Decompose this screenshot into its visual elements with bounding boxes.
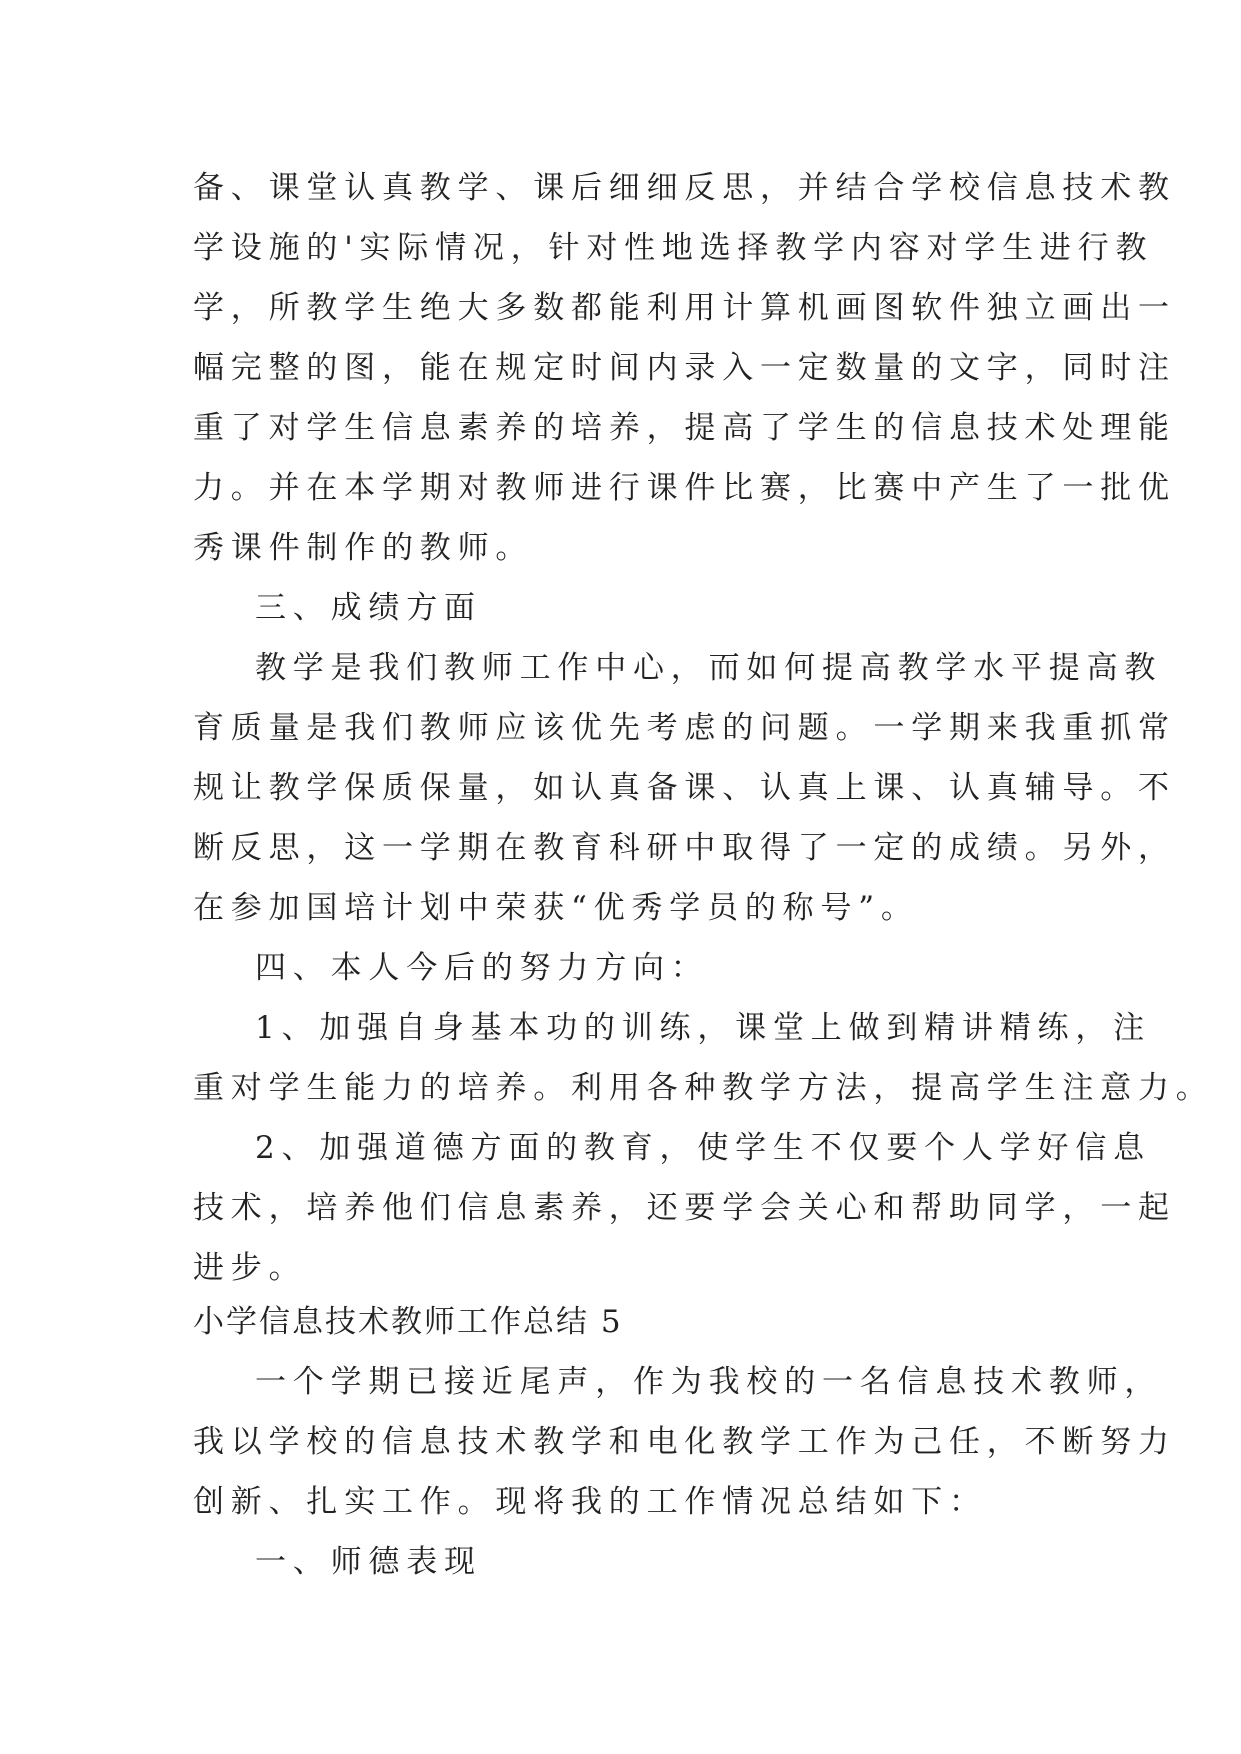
section-heading-future-efforts: 四、本人今后的努力方向： [255, 950, 709, 986]
paragraph-line: 秀课件制作的教师。 [193, 530, 534, 566]
paragraph-line: 我以学校的信息技术教学和电化教学工作为己任，不断努力 [193, 1424, 1176, 1460]
section-heading-ethics: 一、师德表现 [255, 1544, 482, 1580]
paragraph-line: 育质量是我们教师应该优先考虑的问题。一学期来我重抓常 [193, 710, 1176, 746]
paragraph-line: 学，所教学生绝大多数都能利用计算机画图软件独立画出一 [193, 290, 1176, 326]
list-item-line: 重对学生能力的培养。利用各种教学方法，提高学生注意力。 [193, 1070, 1214, 1106]
paragraph-line: 一个学期已接近尾声，作为我校的一名信息技术教师， [255, 1364, 1163, 1400]
paragraph-line: 教学是我们教师工作中心，而如何提高教学水平提高教 [255, 650, 1163, 686]
paragraph-line: 学设施的'实际情况，针对性地选择教学内容对学生进行教 [193, 230, 1154, 266]
paragraph-line: 幅完整的图，能在规定时间内录入一定数量的文字，同时注 [193, 350, 1176, 386]
paragraph-line: 创新、扎实工作。现将我的工作情况总结如下： [193, 1484, 987, 1520]
document-body [193, 158, 1214, 1592]
document-section-title: 小学信息技术教师工作总结 5 [193, 1304, 623, 1340]
list-item-line: 进步。 [193, 1250, 307, 1286]
paragraph-line: 规让教学保质保量，如认真备课、认真上课、认真辅导。不 [193, 770, 1176, 806]
list-item-line: 2、加强道德方面的教育，使学生不仅要个人学好信息 [255, 1130, 1151, 1166]
section-heading-achievements: 三、成绩方面 [255, 590, 482, 626]
paragraph-line: 重了对学生信息素养的培养，提高了学生的信息技术处理能 [193, 410, 1176, 446]
paragraph-line: 在参加国培计划中荣获“优秀学员的称号”。 [193, 890, 919, 926]
paragraph-line: 备、课堂认真教学、课后细细反思，并结合学校信息技术教 [193, 170, 1176, 206]
list-item-line: 技术，培养他们信息素养，还要学会关心和帮助同学，一起 [193, 1190, 1176, 1226]
paragraph-line: 断反思，这一学期在教育科研中取得了一定的成绩。另外， [193, 830, 1176, 866]
paragraph-line: 力。并在本学期对教师进行课件比赛，比赛中产生了一批优 [193, 470, 1176, 506]
list-item-line: 1、加强自身基本功的训练，课堂上做到精讲精练，注 [255, 1010, 1151, 1046]
